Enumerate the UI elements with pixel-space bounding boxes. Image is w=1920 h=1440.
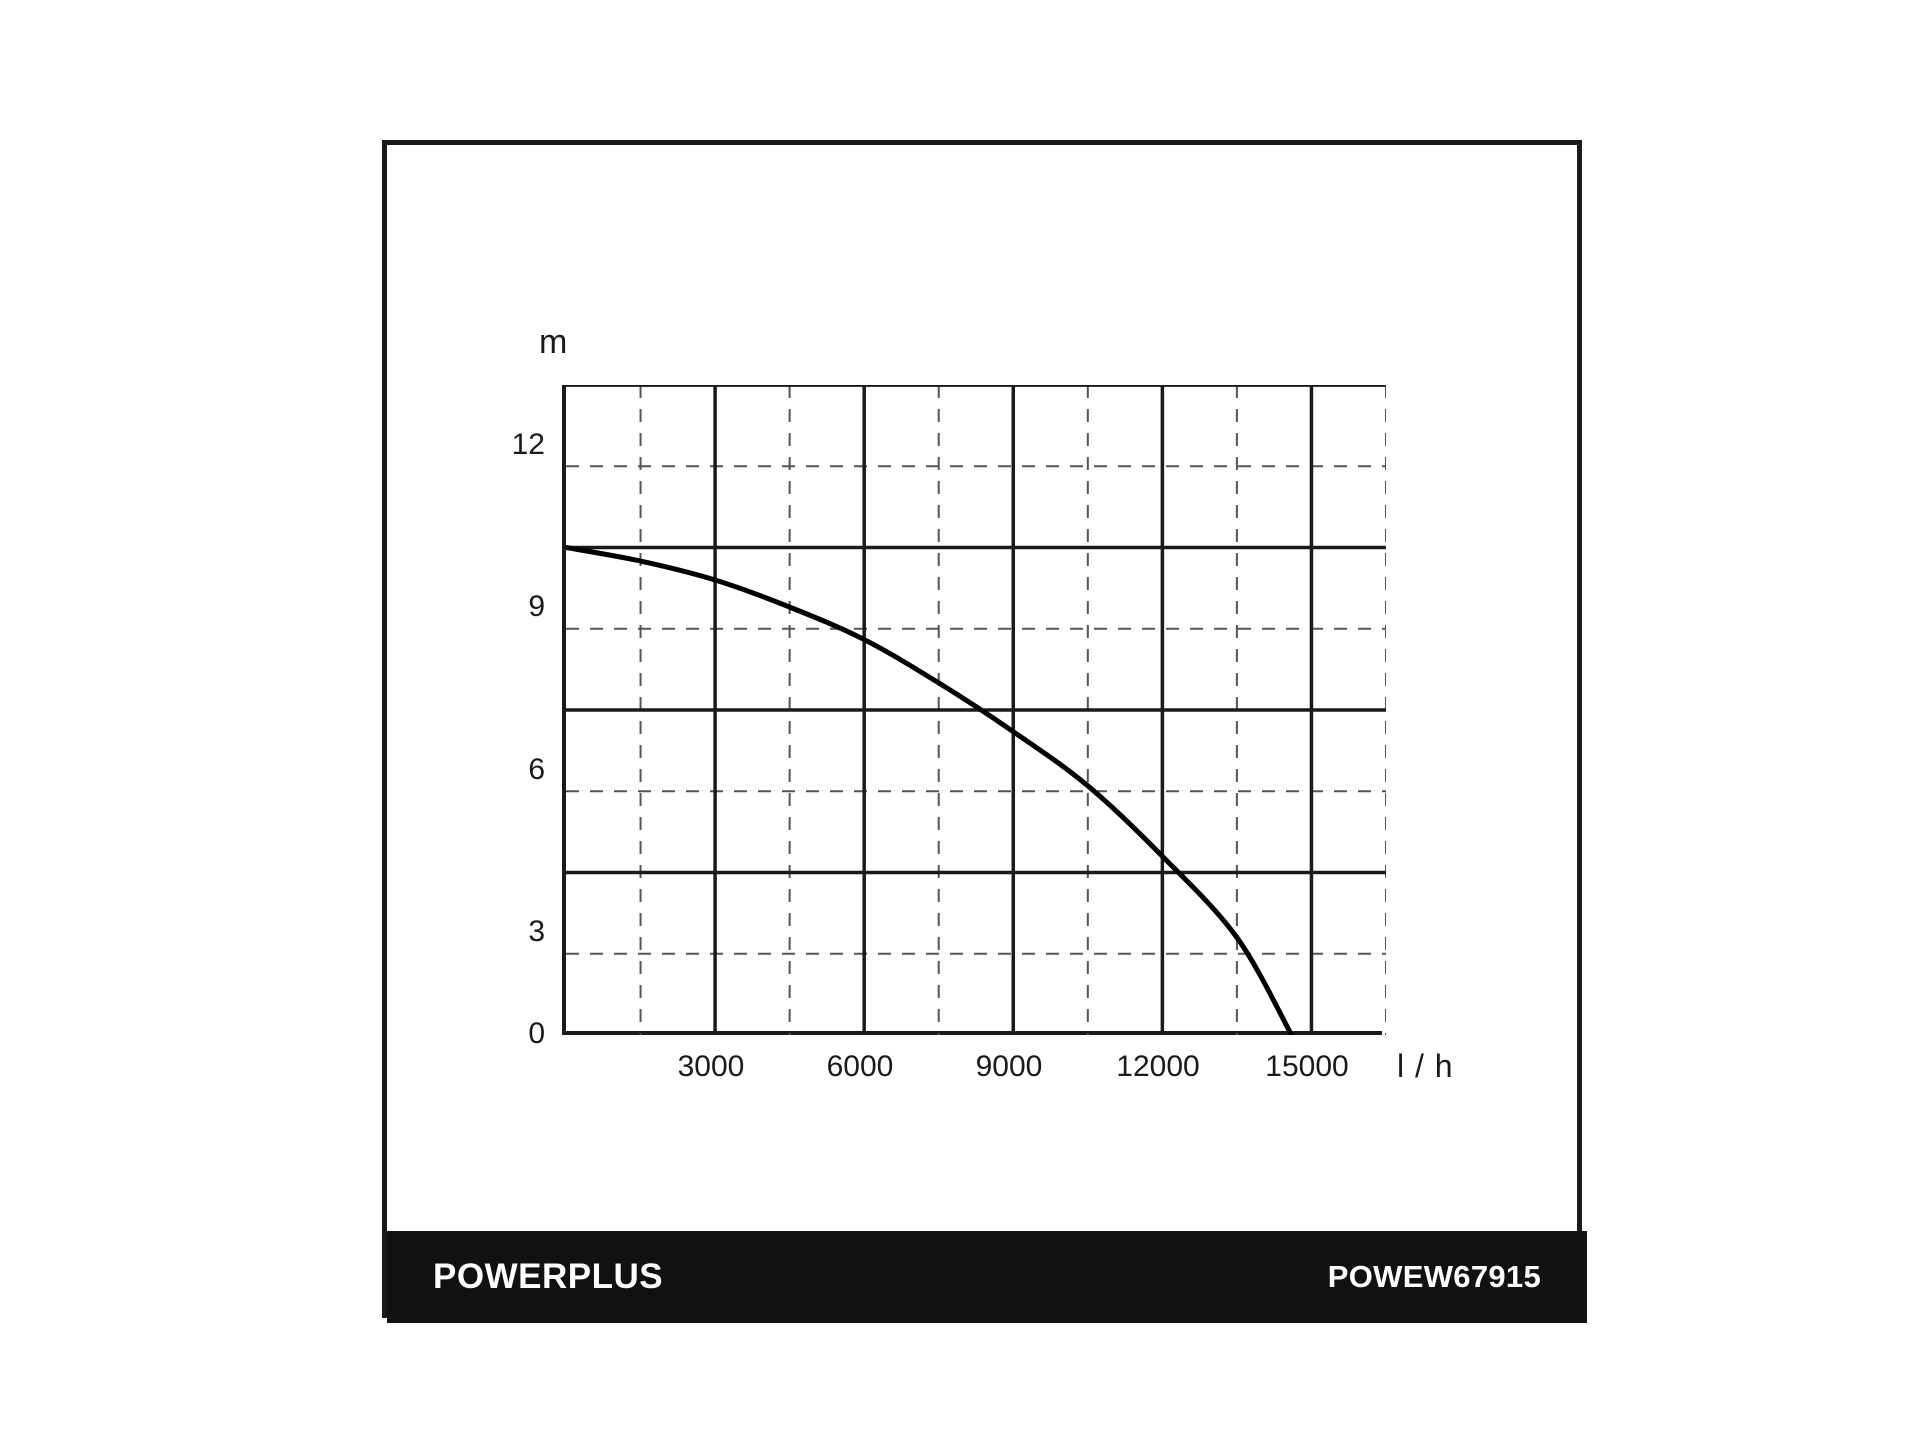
- footer-bar: [387, 1231, 1587, 1323]
- product-curve-card: [382, 140, 1582, 1318]
- x-tick-label-3000: 3000: [677, 1050, 745, 1083]
- y-tick-label-6: 6: [528, 753, 545, 786]
- y-axis-unit-label: m: [539, 323, 568, 361]
- brand-label: POWERPLUS: [433, 1257, 664, 1296]
- x-tick-label-15000: 15000: [1265, 1050, 1349, 1083]
- x-tick-label-9000: 9000: [975, 1050, 1043, 1083]
- x-tick-label-12000: 12000: [1116, 1050, 1200, 1083]
- y-tick-label-12: 12: [511, 428, 545, 461]
- model-label: POWEW67915: [1327, 1259, 1541, 1294]
- grid-major: [566, 385, 1386, 1035]
- y-tick-label-9: 9: [528, 590, 545, 623]
- y-tick-label-3: 3: [528, 915, 545, 948]
- plot-area: [562, 385, 1382, 1035]
- y-tick-label-0: 0: [528, 1017, 545, 1050]
- x-tick-label-6000: 6000: [826, 1050, 894, 1083]
- pump-curve-chart: [566, 385, 1386, 1035]
- x-axis-unit-label: l / h: [1397, 1048, 1454, 1084]
